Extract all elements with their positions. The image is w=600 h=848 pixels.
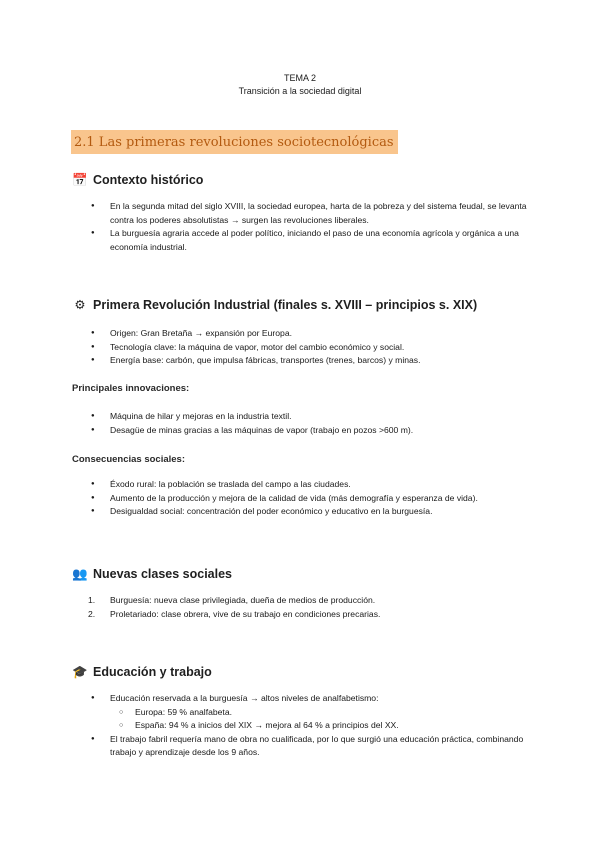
list-text: Burguesía: nueva clase privilegiada, dueña de medios de producción. <box>110 595 376 605</box>
calendar-icon: 📅 <box>72 172 88 187</box>
list-item <box>88 594 531 608</box>
consecuencias-label: Consecuencias sociales: <box>72 454 185 465</box>
list-item: ● Origen: Gran Bretaña → expansión por Europa. <box>91 327 531 341</box>
innovaciones-list <box>91 410 531 437</box>
revolucion-list <box>91 327 531 368</box>
gear-icon: ⚙ <box>74 297 86 312</box>
list-item: ● Máquina de hilar y mejoras en la industria textil. <box>91 410 531 424</box>
list-item: ● Desagüe de minas gracias a las máquinas de vapor (trabajo en pozos >600 m). <box>91 424 531 438</box>
list-item: ● Desigualdad social: concentración del poder económico y educativo en la burguesía. <box>91 505 531 519</box>
educacion-heading <box>72 664 212 680</box>
educacion-title: Educación y trabajo <box>93 665 212 679</box>
list-item: ● El trabajo fabril requería mano de obra no cualificada, por lo que surgió una educación práctica, combinando trabajo y aprendizaje desde los 9 años. <box>91 733 531 760</box>
document-header <box>0 72 600 98</box>
list-item: ● Éxodo rural: la población se traslada del campo a las ciudades. <box>91 478 531 492</box>
list-number: 2. <box>88 608 96 619</box>
list-item: ● En la segunda mitad del siglo XVIII, la sociedad europea, harta de la pobreza y del sistema feudal, se levanta contra los poderes absolutistas → surgen las revoluciones liberales. <box>91 200 531 227</box>
contexto-list <box>91 200 531 254</box>
list-text: Educación reservada a la burguesía → altos niveles de analfabetismo: <box>110 693 379 703</box>
sublist-item: ○ España: 94 % a inicios del XIX → mejora al 64 % a principios del XX. <box>110 719 531 733</box>
clases-list <box>88 594 531 621</box>
list-number: 1. <box>88 595 96 605</box>
section-title: 2.1 Las primeras revoluciones sociotecnológicas <box>71 130 398 154</box>
revolucion-title: Primera Revolución Industrial (finales s. XVIII – principios s. XIX) <box>93 298 478 312</box>
clases-heading <box>72 566 232 582</box>
sublist-item: ○ Europa: 59 % analfabeta. <box>110 706 531 720</box>
revolucion-heading <box>72 297 477 313</box>
topic-title: Transición a la sociedad digital <box>238 86 362 96</box>
list-item <box>91 692 531 733</box>
list-item: ● Energía base: carbón, que impulsa fábricas, transportes (trenes, barcos) y minas. <box>91 354 531 368</box>
topic-number: TEMA 2 <box>283 73 316 83</box>
list-item: ● Tecnología clave: la máquina de vapor, motor del cambio económico y social. <box>91 341 531 355</box>
list-text: Proletariado: clase obrera, vive de su trabajo en condiciones precarias. <box>110 608 381 619</box>
list-item: ● La burguesía agraria accede al poder político, iniciando el paso de una economía agrícola y orgánica a una economía industrial. <box>91 227 531 254</box>
contexto-title: Contexto histórico <box>93 173 204 187</box>
educacion-list <box>91 692 531 760</box>
clases-title: Nuevas clases sociales <box>93 567 232 581</box>
people-icon: 👥 <box>72 566 88 581</box>
contexto-heading <box>72 172 203 188</box>
educacion-sublist <box>110 706 531 733</box>
innovaciones-label: Principales innovaciones: <box>72 383 190 394</box>
list-item <box>88 608 531 622</box>
list-item: ● Aumento de la producción y mejora de la calidad de vida (más demografía y esperanza de vida). <box>91 492 531 506</box>
consecuencias-list <box>91 478 531 519</box>
graduation-cap-icon: 🎓 <box>72 664 88 679</box>
